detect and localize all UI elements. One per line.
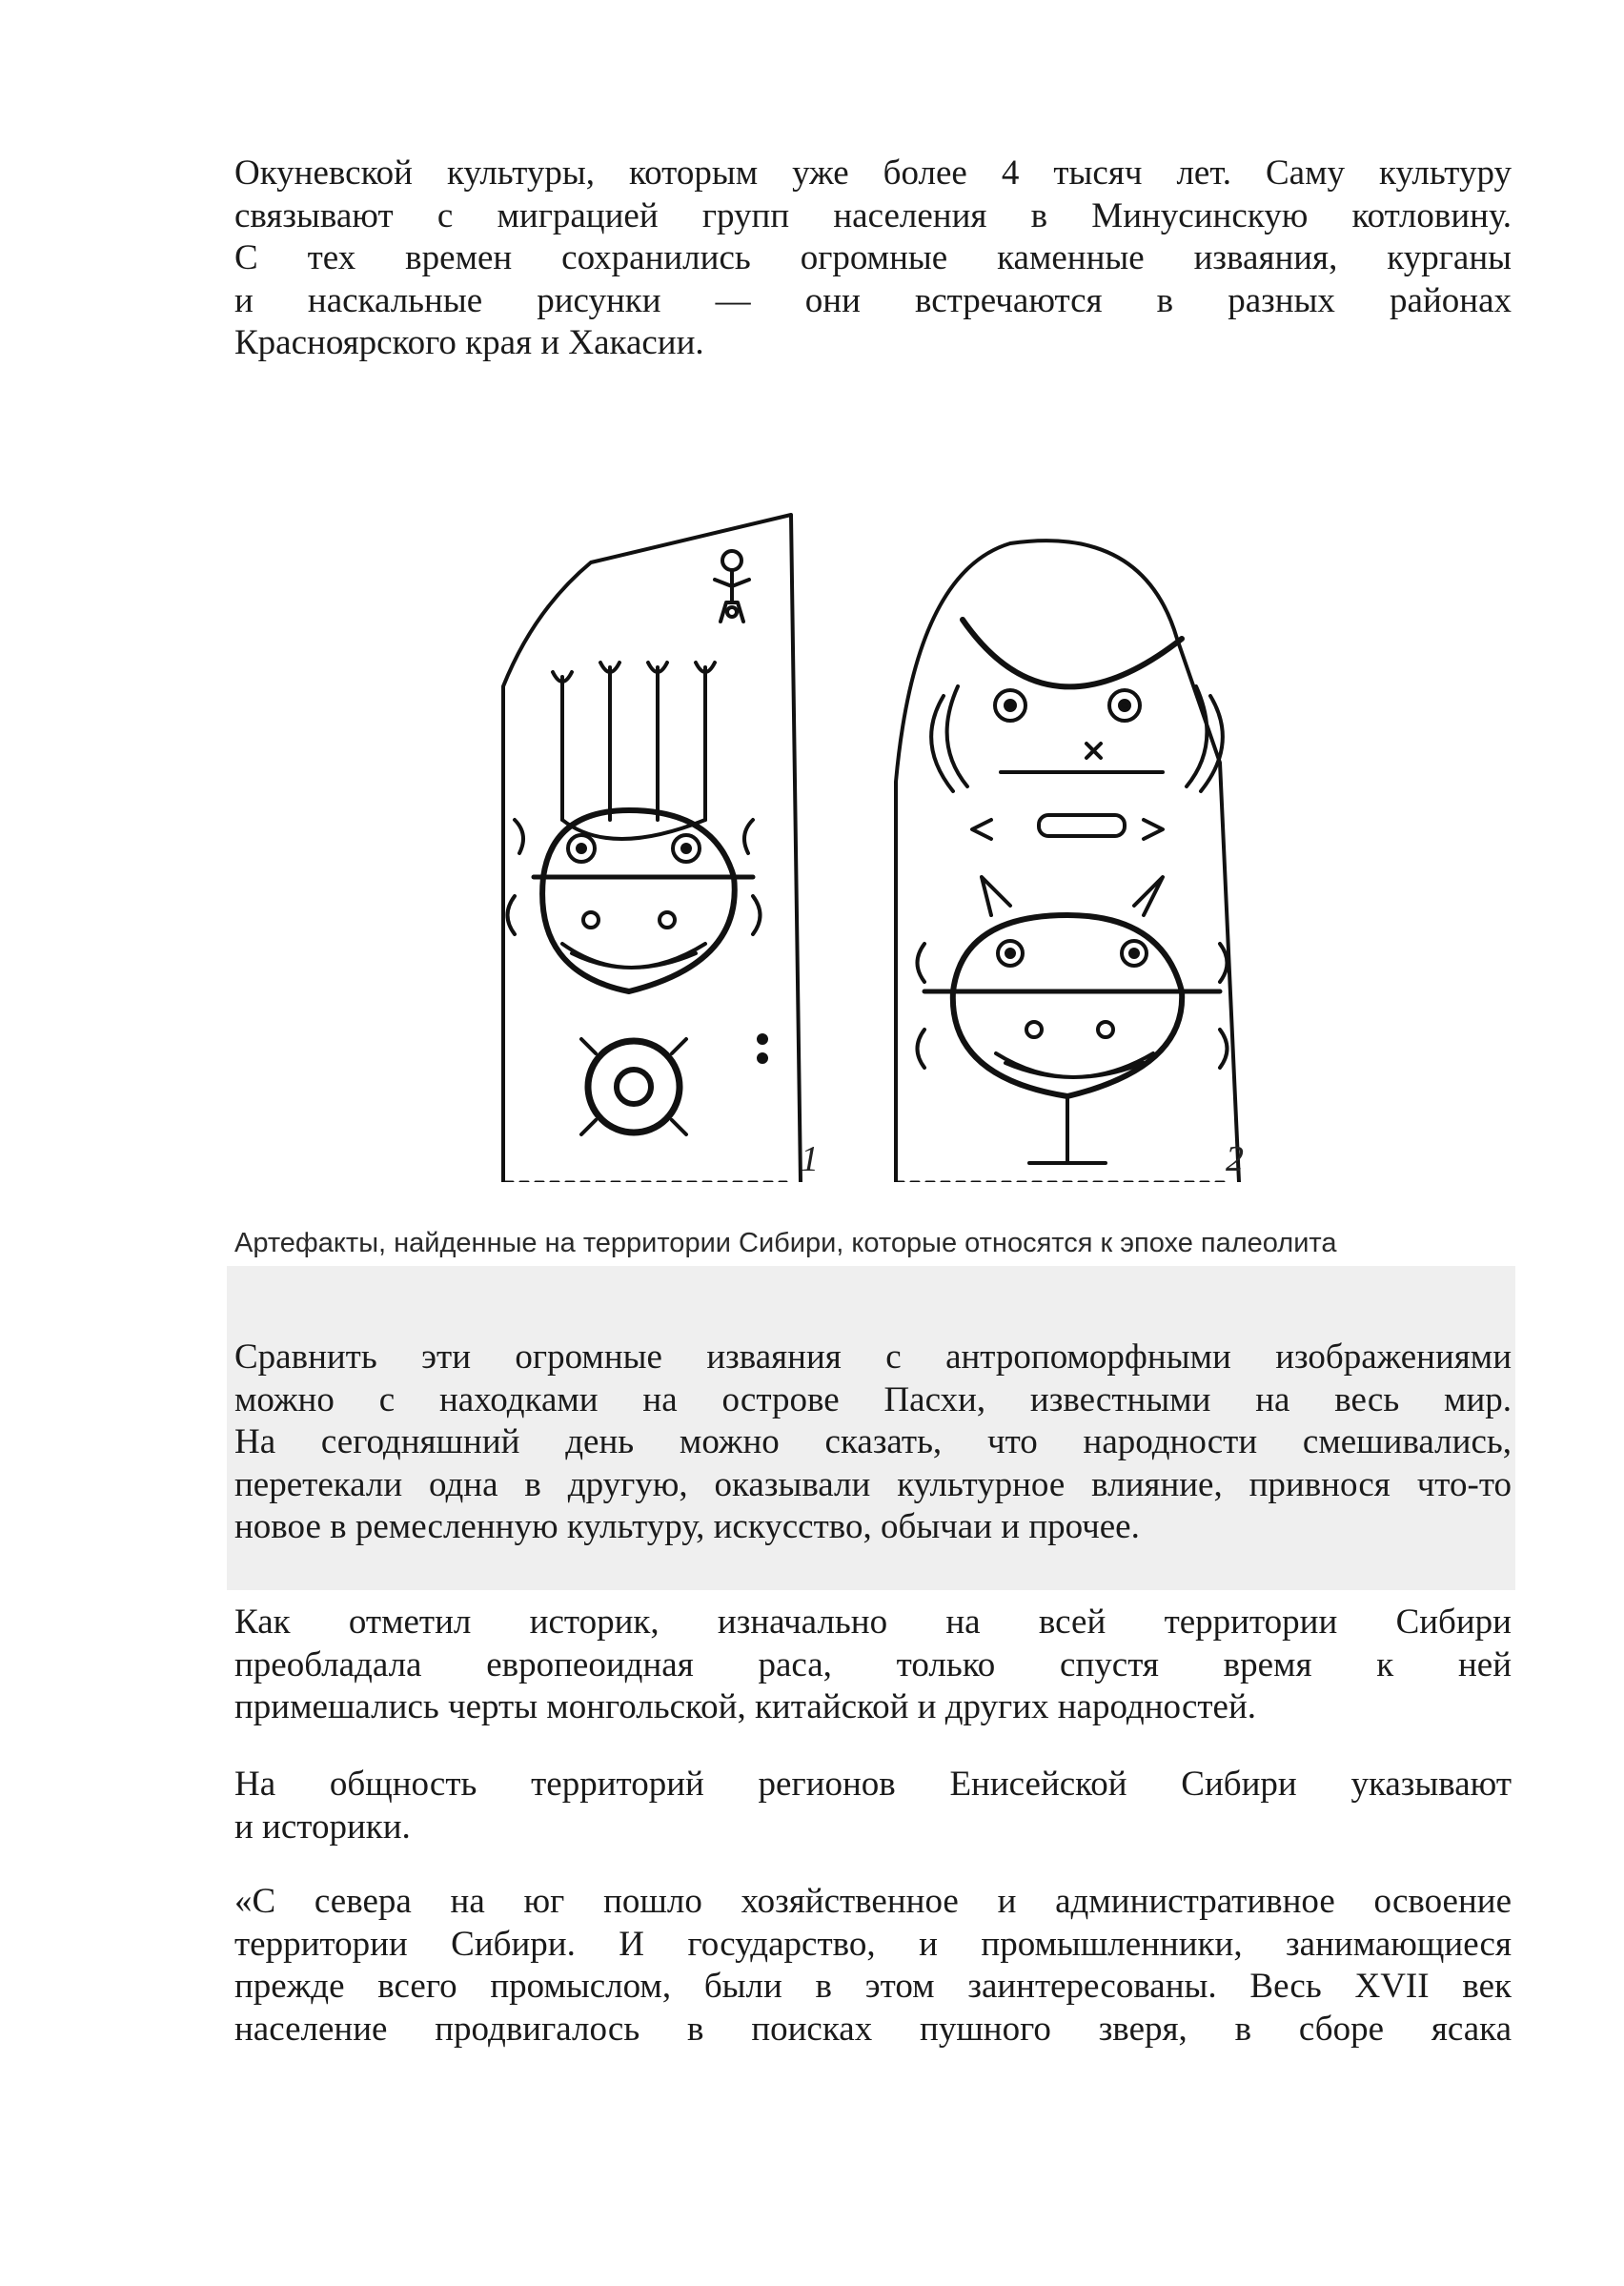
text-line: новое в ремесленную культуру, искусство, обычаи и прочее. — [234, 1507, 1140, 1546]
text-line: и историки. — [234, 1806, 411, 1847]
text-line: перетекали одна в другую, оказывали культурное влияние, привнося что-то — [234, 1464, 1512, 1504]
stele-2-outline — [896, 541, 1239, 1182]
face-2-lower — [918, 877, 1228, 1163]
paragraph-quote — [234, 1881, 1512, 2051]
text-line: территории Сибири. И государство, и промышленники, занимающиеся — [234, 1924, 1512, 1964]
figure-caption: Артефакты, найденные на территории Сибири, которые относятся к эпохе палеолита — [234, 1228, 1337, 1258]
text-line: С тех времен сохранились огромные каменные изваяния, курганы — [234, 238, 1512, 277]
text-line: прежде всего промыслом, были в этом заинтересованы. Весь XVII век — [234, 1967, 1512, 2006]
text-line: «С севера на юг пошло хозяйственное и административное освоение — [234, 1882, 1512, 1921]
human-figure-icon — [715, 551, 749, 622]
figure-label-1: 1 — [801, 1139, 819, 1179]
text-line: и наскальные рисунки — они встречаются в разных районах — [234, 280, 1512, 320]
text-line: можно с находками на острове Пасхи, известными на весь мир. — [234, 1379, 1512, 1419]
text-line: связывают с миграцией групп населения в Минусинскую котловину. — [234, 195, 1512, 235]
paragraph-yenisei — [234, 1764, 1512, 1848]
text-line: население продвигалось в поисках пушного зверя, в сборе ясака — [234, 2009, 1512, 2049]
text-line: Сравнить эти огромные изваяния с антропоморфными изображениями — [234, 1337, 1512, 1377]
text-line: Как отметил историк, изначально на всей территории Сибири — [234, 1602, 1512, 1642]
paragraph-okunev — [234, 153, 1512, 365]
text-line: На сегодняшний день можно сказать, что народности смешивались, — [234, 1422, 1512, 1461]
paragraph-easter-island — [234, 1337, 1512, 1549]
paragraph-historian — [234, 1602, 1512, 1729]
face-2-upper — [931, 620, 1223, 839]
text-line: преобладала европеоидная раса, только спустя время к ней — [234, 1644, 1512, 1684]
figure-label-2: 2 — [1226, 1139, 1244, 1179]
text-line: Окуневской культуры, которым уже более 4 тысяч лет. Саму культуру — [234, 153, 1512, 193]
text-line: Красноярского края и Хакасии. — [234, 323, 704, 362]
petroglyph-figure — [477, 496, 1258, 1182]
text-line: На общность территорий регионов Енисейской Сибири указывают — [234, 1765, 1512, 1804]
circle-sun-1 — [581, 1039, 686, 1134]
text-line: примешались черты монгольской, китайской и других народностей. — [234, 1687, 1257, 1726]
